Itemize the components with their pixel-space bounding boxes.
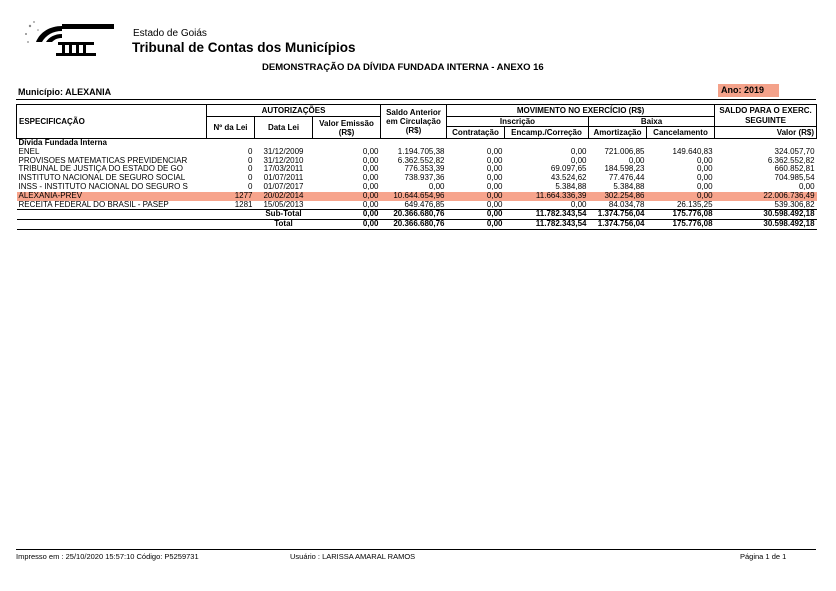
table-row — [17, 174, 817, 183]
ano-badge: Ano: 2019 — [718, 84, 779, 97]
cell-data: 17/03/2011 — [263, 165, 304, 174]
cell-valor: 660.852,81 — [774, 165, 815, 174]
col-baixa: Baixa — [589, 117, 715, 127]
col-nr-lei: Nº da Lei — [207, 117, 255, 139]
subtotal-label: Sub-Total — [255, 210, 313, 220]
cell-contrat: 0,00 — [486, 165, 503, 174]
cell-contrat: 0,00 — [447, 220, 505, 230]
cell-valor: 22.006.736,49 — [715, 192, 817, 201]
cell-emissao: 0,00 — [362, 156, 379, 165]
cell-saldo: 10.644.654,96 — [381, 192, 447, 201]
cell-emissao: 0,00 — [362, 200, 379, 209]
col-saldo-anterior: Saldo Anterior em Circulação (R$) — [381, 105, 447, 139]
col-movimento: MOVIMENTO NO EXERCÍCIO (R$) — [447, 105, 715, 117]
cell-esp: PROVISÕES MATEMÁTICAS PREVIDENCIÁR — [18, 156, 188, 165]
cell-data: 01/07/2011 — [263, 174, 304, 183]
tcm-logo — [22, 20, 126, 60]
debt-table — [16, 104, 817, 230]
state-name: Estado de Goiás — [133, 28, 207, 39]
user-info: Usuário : LARISSA AMARAL RAMOS — [290, 552, 416, 561]
section-label: Dívida Fundada Interna — [18, 138, 107, 147]
cell-data: 01/07/2017 — [263, 182, 304, 191]
total-row — [17, 220, 817, 230]
cell-emissao: 0,00 — [362, 147, 379, 156]
footer-divider — [16, 549, 816, 550]
table-row — [17, 183, 817, 192]
cell-emissao: 0,00 — [362, 182, 379, 191]
table-row — [17, 157, 817, 166]
court-name: Tribunal de Contas dos Municípios — [132, 40, 356, 55]
col-autorizacoes: AUTORIZAÇÕES — [207, 105, 381, 117]
cell-valor: 324.057,70 — [774, 147, 815, 156]
cell-saldo: 1.194.705,38 — [397, 147, 445, 156]
cell-encamp: 0,00 — [570, 200, 587, 209]
cell-encamp: 11.782.343,54 — [505, 220, 589, 230]
header-divider — [16, 99, 816, 100]
col-valor: Valor (R$) — [715, 127, 817, 139]
total-label: Total — [255, 220, 313, 230]
cell-valor: 704.985,54 — [774, 174, 815, 183]
cell-cancel: 149.640,83 — [672, 147, 713, 156]
cell-saldo: 20.366.680,76 — [381, 220, 447, 230]
cell-data: 31/12/2010 — [263, 156, 304, 165]
cell-contrat: 0,00 — [486, 147, 503, 156]
cell-amort: 77.476,44 — [608, 174, 645, 183]
cell-cancel: 0,00 — [696, 174, 713, 183]
cell-valor: 539.306,82 — [774, 200, 815, 209]
cell-encamp: 0,00 — [570, 147, 587, 156]
cell-encamp: 11.664.336,39 — [505, 192, 589, 201]
cell-data: 15/05/2013 — [263, 200, 304, 209]
cell-encamp: 69.097,65 — [550, 165, 587, 174]
table-row — [17, 192, 817, 201]
printed-info: Impresso em : 25/10/2020 15:57:10 Código: P5259731 — [16, 552, 199, 561]
cell-saldo: 649.476,85 — [404, 200, 445, 209]
cell-encamp: 11.782.343,54 — [505, 210, 589, 220]
cell-esp: ALEXÂNIA-PREV — [17, 192, 207, 201]
cell-amort: 184.598,23 — [604, 165, 645, 174]
page-number: Página 1 de 1 — [740, 552, 787, 561]
report-title: DEMONSTRAÇÃO DA DÍVIDA FUNDADA INTERNA - ANEXO 16 — [262, 62, 544, 73]
cell-lei: 0 — [248, 147, 253, 156]
cell-lei: 0 — [248, 174, 253, 183]
cell-lei: 0 — [248, 182, 253, 191]
cell-valor: 0,00 — [798, 182, 815, 191]
cell-emissao: 0,00 — [362, 174, 379, 183]
cell-amort: 5.384,88 — [613, 182, 645, 191]
cell-lei: 1281 — [234, 200, 253, 209]
cell-amort: 1.374.756,04 — [589, 210, 647, 220]
cell-cancel: 0,00 — [696, 156, 713, 165]
col-encamp: Encamp./Correção — [505, 127, 589, 139]
cell-esp: TRIBUNAL DE JUSTIÇA DO ESTADO DE GO — [18, 165, 183, 174]
cell-emissao: 0,00 — [362, 165, 379, 174]
cell-cancel: 0,00 — [696, 165, 713, 174]
cell-data: 20/02/2014 — [255, 192, 313, 201]
col-amortizacao: Amortização — [589, 127, 647, 139]
cell-cancel: 26.135,25 — [676, 200, 713, 209]
col-valor-emissao: Valor Emissão (R$) — [313, 117, 381, 139]
cell-amort: 0,00 — [628, 156, 645, 165]
cell-saldo: 6.362.552,82 — [397, 156, 445, 165]
municipio-label: Município: ALEXANIA — [18, 87, 112, 97]
table-row — [17, 148, 817, 157]
cell-contrat: 0,00 — [486, 174, 503, 183]
cell-data: 31/12/2009 — [263, 147, 304, 156]
table-row — [17, 165, 817, 174]
cell-cancel: 0,00 — [647, 192, 715, 201]
cell-encamp: 0,00 — [570, 156, 587, 165]
cell-cancel: 175.776,08 — [647, 210, 715, 220]
cell-esp: RECEITA FEDERAL DO BRASIL - PASEP — [18, 200, 169, 209]
cell-amort: 1.374.756,04 — [589, 220, 647, 230]
cell-encamp: 43.524,62 — [550, 174, 587, 183]
cell-lei: 0 — [248, 156, 253, 165]
cell-saldo: 776.353,39 — [404, 165, 445, 174]
cell-emissao: 0,00 — [313, 210, 381, 220]
cell-valor: 30.598.492,18 — [715, 210, 817, 220]
cell-encamp: 5.384,88 — [555, 182, 587, 191]
cell-amort: 721.006,85 — [604, 147, 645, 156]
cell-cancel: 0,00 — [696, 182, 713, 191]
cell-valor: 30.598.492,18 — [715, 220, 817, 230]
cell-saldo: 20.366.680,76 — [381, 210, 447, 220]
cell-cancel: 175.776,08 — [647, 220, 715, 230]
cell-contrat: 0,00 — [447, 210, 505, 220]
cell-esp: INSS - INSTITUTO NACIONAL DO SEGURO S — [18, 182, 188, 191]
col-saldo-para: SALDO PARA O EXERC. SEGUINTE — [715, 105, 817, 127]
cell-contrat: 0,00 — [486, 200, 503, 209]
col-cancelamento: Cancelamento — [647, 127, 715, 139]
cell-emissao: 0,00 — [313, 192, 381, 201]
cell-contrat: 0,00 — [486, 156, 503, 165]
col-inscricao: Inscrição — [447, 117, 589, 127]
cell-saldo: 0,00 — [428, 182, 445, 191]
cell-valor: 6.362.552,82 — [767, 156, 815, 165]
cell-emissao: 0,00 — [313, 220, 381, 230]
cell-contrat: 0,00 — [447, 192, 505, 201]
cell-esp: ENEL — [18, 147, 40, 156]
cell-lei: 1277 — [207, 192, 255, 201]
blank-cell — [17, 220, 255, 230]
cell-esp: INSTITUTO NACIONAL DE SEGURO SOCIAL — [18, 174, 186, 183]
cell-amort: 302.254,86 — [589, 192, 647, 201]
table-row — [17, 201, 817, 210]
blank-cell — [17, 210, 255, 220]
subtotal-row — [17, 210, 817, 220]
cell-lei: 0 — [248, 165, 253, 174]
col-contratacao: Contratação — [447, 127, 505, 139]
cell-contrat: 0,00 — [486, 182, 503, 191]
cell-amort: 84.034,78 — [608, 200, 645, 209]
cell-saldo: 738.937,36 — [404, 174, 445, 183]
col-data-lei: Data Lei — [255, 117, 313, 139]
col-especificacao: ESPECIFICAÇÃO — [17, 105, 207, 139]
